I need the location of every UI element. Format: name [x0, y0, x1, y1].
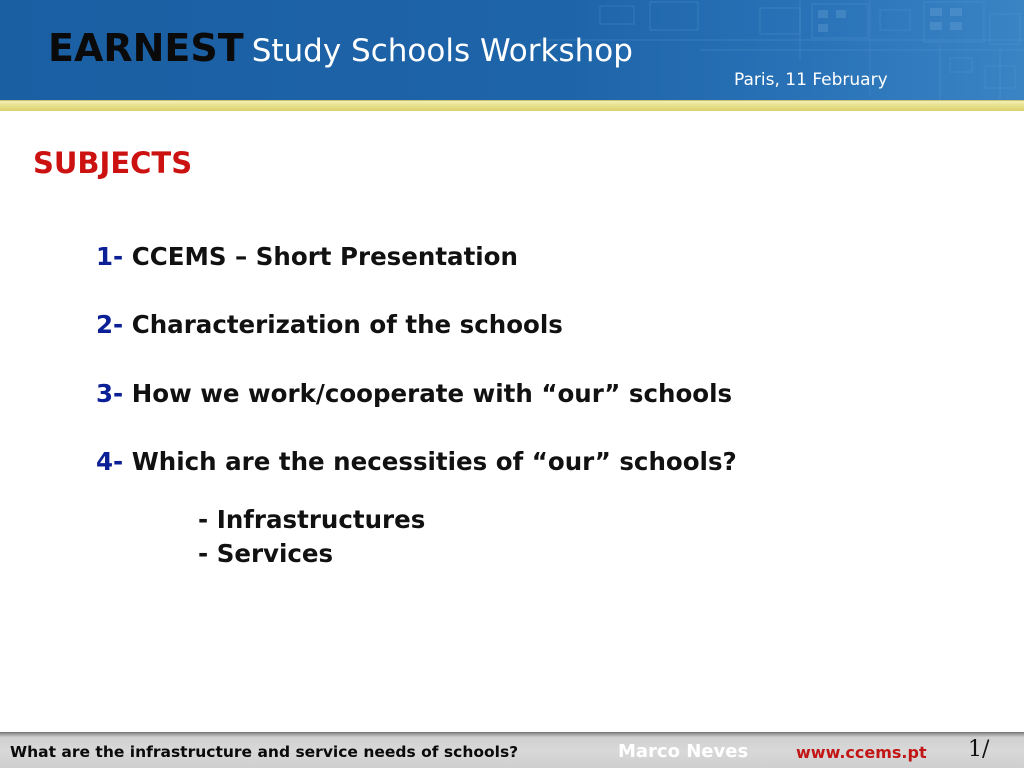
subject-number: 2- — [96, 310, 124, 339]
footer-question: What are the infrastructure and service needs of schools? — [10, 743, 519, 761]
subject-text: CCEMS – Short Presentation — [131, 242, 518, 271]
event-date: Paris, 11 February — [734, 70, 888, 90]
slide-footer — [0, 732, 1024, 768]
workshop-title: Study Schools Workshop — [251, 33, 633, 69]
brand-name: EARNEST — [48, 26, 244, 70]
sub-item-services: - Services — [198, 539, 334, 568]
sub-item-infrastructures: - Infrastructures — [198, 505, 426, 534]
subject-item — [96, 242, 518, 271]
footer-author: Marco Neves — [618, 741, 749, 762]
subject-item — [96, 447, 737, 476]
subject-item — [96, 379, 732, 408]
subject-number: 4- — [96, 447, 124, 476]
subjects-heading: SUBJECTS — [33, 146, 193, 180]
subject-number: 3- — [96, 379, 124, 408]
header-title — [48, 26, 633, 70]
subject-number: 1- — [96, 242, 124, 271]
footer-url-link[interactable]: www.ccems.pt — [796, 743, 927, 762]
subject-item — [96, 310, 563, 339]
subject-text: Characterization of the schools — [131, 310, 563, 339]
header-divider — [0, 100, 1024, 111]
page-number: 1/ — [968, 737, 990, 762]
subject-text: Which are the necessities of “our” schools? — [131, 447, 737, 476]
slide-header — [0, 0, 1024, 100]
subject-text: How we work/cooperate with “our” schools — [131, 379, 733, 408]
